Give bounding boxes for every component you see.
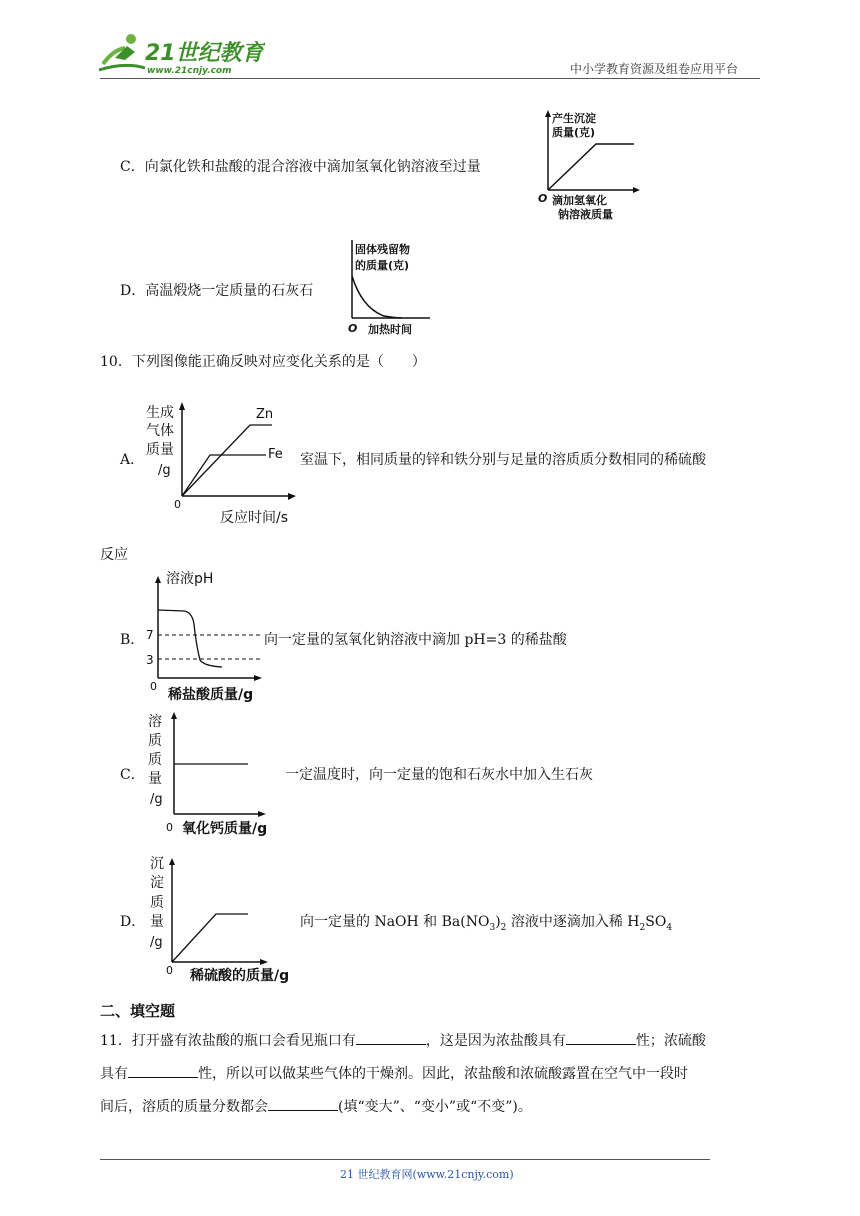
- svg-text:稀硫酸的质量/g: 稀硫酸的质量/g: [190, 968, 290, 984]
- svg-text:7: 7: [146, 628, 154, 642]
- svg-text:质: 质: [150, 895, 164, 911]
- svg-text:淀: 淀: [150, 875, 164, 891]
- svg-text:氧化钙质量/g: 氧化钙质量/g: [182, 821, 268, 837]
- svg-text:沉: 沉: [150, 856, 164, 872]
- header: [0, 0, 860, 80]
- svg-text:量: 量: [148, 771, 162, 787]
- svg-text:固体残留物: 固体残留物: [355, 243, 410, 256]
- q9-c-graph: [536, 108, 646, 226]
- q10-b-graph: [142, 568, 266, 708]
- svg-text:0: 0: [166, 821, 173, 834]
- q9-d-graph: [344, 236, 434, 338]
- logo-url: www.21cnjy.com: [147, 66, 232, 76]
- svg-text:溶: 溶: [148, 714, 162, 730]
- section-title: 二、填空题: [100, 1002, 176, 1020]
- svg-text:3: 3: [146, 653, 154, 667]
- svg-text:Fe: Fe: [268, 447, 283, 462]
- q10-d-graph: [144, 850, 304, 985]
- svg-text:滴加氢氧化: 滴加氢氧化: [552, 194, 607, 207]
- q10-a-graph: [144, 398, 300, 526]
- option-text: 高温煅烧一定质量的石灰石: [145, 283, 314, 299]
- q9-option-d: [120, 281, 313, 301]
- q11-line-3: 间后，溶质的质量分数都会 (填“变大”、“变小”或“不变”)。: [100, 1096, 532, 1117]
- svg-text:生成: 生成: [146, 405, 174, 421]
- option-label: C．: [120, 159, 145, 175]
- q10-option-c-text: 一定温度时，向一定量的饱和石灰水中加入生石灰: [285, 767, 593, 783]
- q10-c-graph: [144, 706, 274, 838]
- svg-text:O: O: [348, 322, 358, 335]
- q10-option-b-text: 向一定量的氢氧化钠溶液中滴加 pH=3 的稀盐酸: [264, 632, 567, 648]
- q10-option-b-label: B．: [120, 632, 145, 648]
- svg-text:O: O: [538, 192, 548, 205]
- svg-text:质量(克): 质量(克): [552, 126, 596, 139]
- answer-blank[interactable]: [356, 1030, 426, 1045]
- header-platform-text: 中小学教育资源及组卷应用平台: [570, 62, 739, 76]
- q10-option-c-label: C．: [120, 767, 145, 783]
- q11-line-2: 具有 性，所以可以做某些气体的干燥剂。因此，浓盐酸和浓硫酸露置在空气中一段时: [100, 1063, 688, 1084]
- q10-stem: 10．下列图像能正确反映对应变化关系的是（ ）: [100, 354, 426, 370]
- svg-text:/g: /g: [150, 935, 163, 950]
- svg-text:Zn: Zn: [256, 407, 274, 422]
- answer-blank[interactable]: [566, 1030, 636, 1045]
- svg-text:/g: /g: [150, 792, 163, 807]
- q9-option-c: [120, 157, 481, 177]
- q10-option-a-text: 室温下，相同质量的锌和铁分别与足量的溶质质分数相同的稀硫酸: [300, 452, 706, 468]
- svg-text:气体: 气体: [146, 423, 174, 439]
- q10-option-d-label: D．: [120, 914, 146, 930]
- option-text: 向氯化铁和盐酸的混合溶液中滴加氢氧化钠溶液至过量: [144, 159, 481, 175]
- answer-blank[interactable]: [128, 1063, 198, 1078]
- q11-line-1: 11．打开盛有浓盐酸的瓶口会看见瓶口有 ，这是因为浓盐酸具有 性；浓硫酸: [100, 1030, 706, 1051]
- option-label: D．: [120, 283, 146, 299]
- svg-text:钠溶液质量: 钠溶液质量: [558, 208, 613, 221]
- svg-text:量: 量: [150, 914, 164, 930]
- svg-text:质量: 质量: [146, 442, 174, 458]
- site-logo: [95, 30, 265, 78]
- svg-text:产生沉淀: 产生沉淀: [552, 112, 596, 125]
- header-divider: [100, 78, 760, 79]
- svg-text:加热时间: 加热时间: [368, 323, 412, 336]
- footer-text[interactable]: 21 世纪教育网(www.21cnjy.com): [340, 1168, 514, 1181]
- answer-blank[interactable]: [268, 1096, 338, 1111]
- svg-text:的质量(克): 的质量(克): [355, 259, 410, 272]
- svg-text:质: 质: [148, 733, 162, 749]
- q10-option-a-label: A．: [120, 452, 145, 468]
- svg-text:溶液pH: 溶液pH: [166, 571, 214, 587]
- svg-text:反应时间/s: 反应时间/s: [220, 510, 289, 526]
- footer-divider: [100, 1159, 710, 1160]
- q10-option-d-text: 向一定量的 NaOH 和 $Ba(NO_3)_2$ 溶液中逐滴加入稀 $H_2SO_4$: [300, 914, 673, 933]
- svg-text:质: 质: [148, 752, 162, 768]
- svg-text:0: 0: [174, 498, 181, 511]
- svg-text:/g: /g: [158, 463, 171, 478]
- svg-text:稀盐酸质量/g: 稀盐酸质量/g: [168, 687, 254, 703]
- svg-text:0: 0: [166, 964, 173, 977]
- logo-text: 21世纪教育: [145, 41, 264, 66]
- q10-option-a-continuation: 反应: [100, 547, 128, 563]
- svg-text:0: 0: [150, 680, 157, 693]
